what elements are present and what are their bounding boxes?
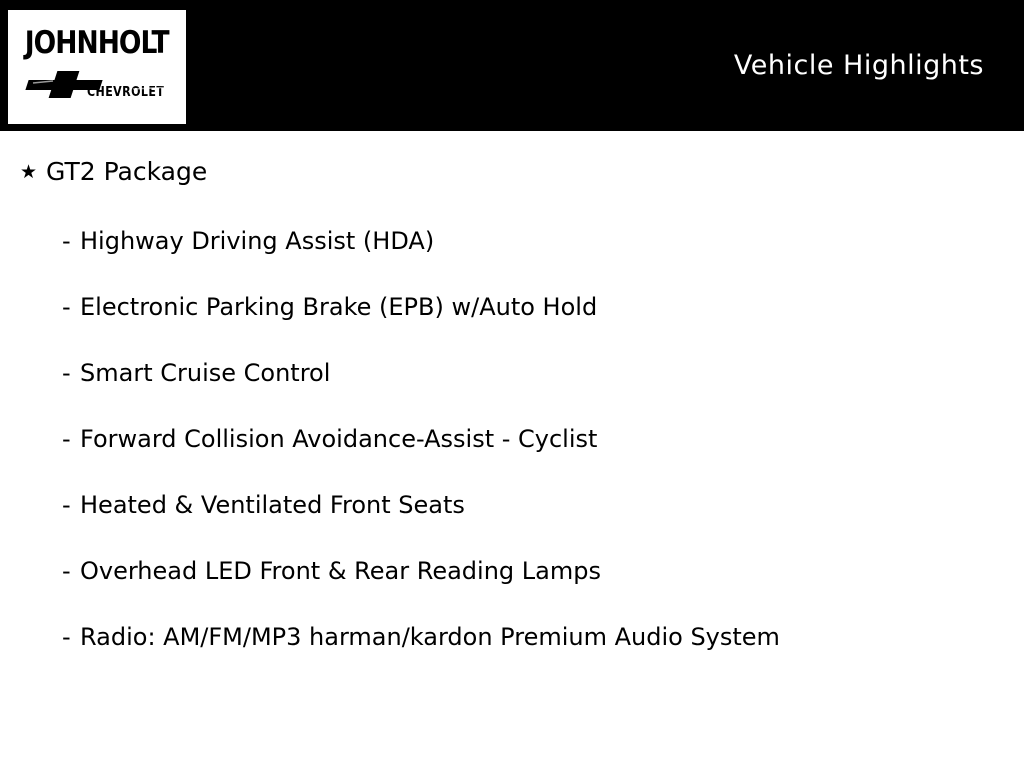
- logo-wordmark: [13, 25, 181, 61]
- sub-item-label: Heated & Ventilated Front Seats: [80, 491, 465, 519]
- logo-sub-text: CHEVROLET: [87, 85, 165, 100]
- logo-lower: [13, 63, 181, 109]
- list-item: [62, 227, 1004, 256]
- sub-item-label: Electronic Parking Brake (EPB) w/Auto Hold: [80, 293, 598, 321]
- list-item: [20, 157, 1004, 187]
- page-title: Vehicle Highlights: [733, 50, 984, 81]
- slide-content: [0, 131, 1024, 768]
- sub-item-label: Radio: AM/FM/MP3 harman/kardon Premium Audio System: [80, 623, 780, 651]
- star-icon: ★: [20, 161, 38, 183]
- dealer-logo: [8, 10, 186, 124]
- dash-icon: -: [62, 557, 71, 585]
- dash-icon: -: [62, 623, 71, 651]
- list-item: [62, 557, 1004, 586]
- sub-item-label: Highway Driving Assist (HDA): [80, 227, 435, 255]
- bullet-label: GT2 Package: [46, 157, 208, 186]
- dash-icon: -: [62, 359, 71, 387]
- sub-item-label: Overhead LED Front & Rear Reading Lamps: [80, 557, 601, 585]
- list-item: [62, 359, 1004, 388]
- sub-item-label: Forward Collision Avoidance-Assist - Cyclist: [80, 425, 598, 453]
- list-item: [62, 293, 1004, 322]
- list-item: [62, 425, 1004, 454]
- list-item: [62, 491, 1004, 520]
- dash-icon: -: [62, 227, 71, 255]
- list-item: [62, 623, 1004, 652]
- dash-icon: -: [62, 293, 71, 321]
- sub-item-label: Smart Cruise Control: [80, 359, 331, 387]
- dash-icon: -: [62, 491, 71, 519]
- logo-wordmark-text: JOHNHOLT: [25, 24, 169, 61]
- dash-icon: -: [62, 425, 71, 453]
